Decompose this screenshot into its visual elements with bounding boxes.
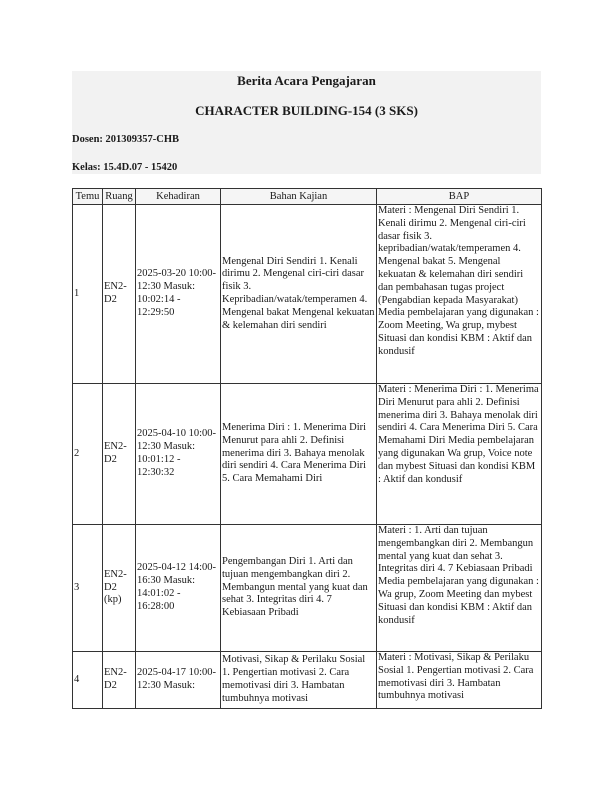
lecturer-info: Dosen: 201309357-CHB (72, 134, 180, 145)
cell-ruang: EN2-D2 (103, 652, 136, 709)
document-title: Berita Acara Pengajaran (237, 73, 376, 88)
cell-kehadiran: 2025-04-17 10:00-12:30 Masuk: (136, 652, 221, 709)
cell-bap: Materi : Menerima Diri : 1. Menerima Diri Menurut para ahli 2. Definisi menerima diri 3. Bahaya menolak diri sendiri 4. Cara Menerima Diri 5. Cara Memahami Diri Media pembelajaran yang digunakan Wa grup, Voice note dan mybest Situasi dan kondisi KBM : Aktif dan kondusif (377, 384, 542, 525)
cell-kehadiran: 2025-03-20 10:00-12:30 Masuk: 10:02:14 - 12:29:50 (136, 205, 221, 384)
column-header-ruang: Ruang (103, 189, 136, 205)
column-header-bahan-kajian: Bahan Kajian (221, 189, 377, 205)
cell-bahan-kajian: Mengenal Diri Sendiri 1. Kenali dirimu 2. Mengenal ciri-ciri dasar fisik 3. Kepribadian/watak/temperamen 4. Mengenal bakat Mengenal kekuatan & kelemahan diri sendiri (221, 205, 377, 384)
cell-bap: Materi : Mengenal Diri Sendiri 1. Kenali dirimu 2. Mengenal ciri-ciri dasar fisik 3. kepribadian/watak/temperamen 4. Mengenal bakat 5. Mengenal kekuatan & kelemahan diri sendiri dan pembahasan tugas project (Pengabdian kepada Masyarakat) Media pembelajaran yang digunakan : Zoom Meeting, Wa grup, mybest Situasi dan kondisi KBM : Aktif dan kondusif (377, 205, 542, 384)
table-row (73, 384, 542, 525)
cell-ruang: EN2-D2 (103, 384, 136, 525)
teaching-record-table (72, 188, 542, 709)
cell-bap: Materi : 1. Arti dan tujuan mengembangkan diri 2. Membangun mental yang kuat dan sehat 3. Integritas diri 4. 7 Kebiasaan Pribadi Media pembelajaran yang digunakan : Wa grup, Zoom Meeting dan mybest Situasi dan kondisi KBM : Aktif dan kondusif (377, 525, 542, 652)
column-header-temu: Temu (73, 189, 103, 205)
column-header-kehadiran: Kehadiran (136, 189, 221, 205)
cell-temu: 2 (73, 384, 103, 525)
cell-temu: 4 (73, 652, 103, 709)
cell-bahan-kajian: Menerima Diri : 1. Menerima Diri Menurut para ahli 2. Definisi menerima diri 3. Bahaya menolak diri sendiri 4. Cara Menerima Diri 5. Cara Memahami Diri (221, 384, 377, 525)
table-row (73, 652, 542, 709)
cell-temu: 1 (73, 205, 103, 384)
course-title: CHARACTER BUILDING-154 (3 SKS) (195, 103, 418, 118)
cell-kehadiran: 2025-04-10 10:00-12:30 Masuk: 10:01:12 - 12:30:32 (136, 384, 221, 525)
cell-ruang: EN2-D2 (103, 205, 136, 384)
class-info: Kelas: 15.4D.07 - 15420 (72, 162, 178, 173)
cell-kehadiran: 2025-04-12 14:00-16:30 Masuk: 14:01:02 - 16:28:00 (136, 525, 221, 652)
table-header-row (73, 189, 542, 205)
cell-bahan-kajian: Pengembangan Diri 1. Arti dan tujuan mengembangkan diri 2. Membangun mental yang kuat dan sehat 3. Integritas diri 4. 7 Kebiasaan Pribadi (221, 525, 377, 652)
cell-ruang: EN2-D2 (kp) (103, 525, 136, 652)
column-header-bap: BAP (377, 189, 542, 205)
cell-bahan-kajian: Motivasi, Sikap & Perilaku Sosial 1. Pengertian motivasi 2. Cara memotivasi diri 3. Hambatan tumbuhnya motivasi (221, 652, 377, 709)
cell-temu: 3 (73, 525, 103, 652)
table-row (73, 525, 542, 652)
cell-bap: Materi : Motivasi, Sikap & Perilaku Sosial 1. Pengertian motivasi 2. Cara memotivasi diri 3. Hambatan tumbuhnya motivasi (377, 652, 542, 709)
table-row (73, 205, 542, 384)
